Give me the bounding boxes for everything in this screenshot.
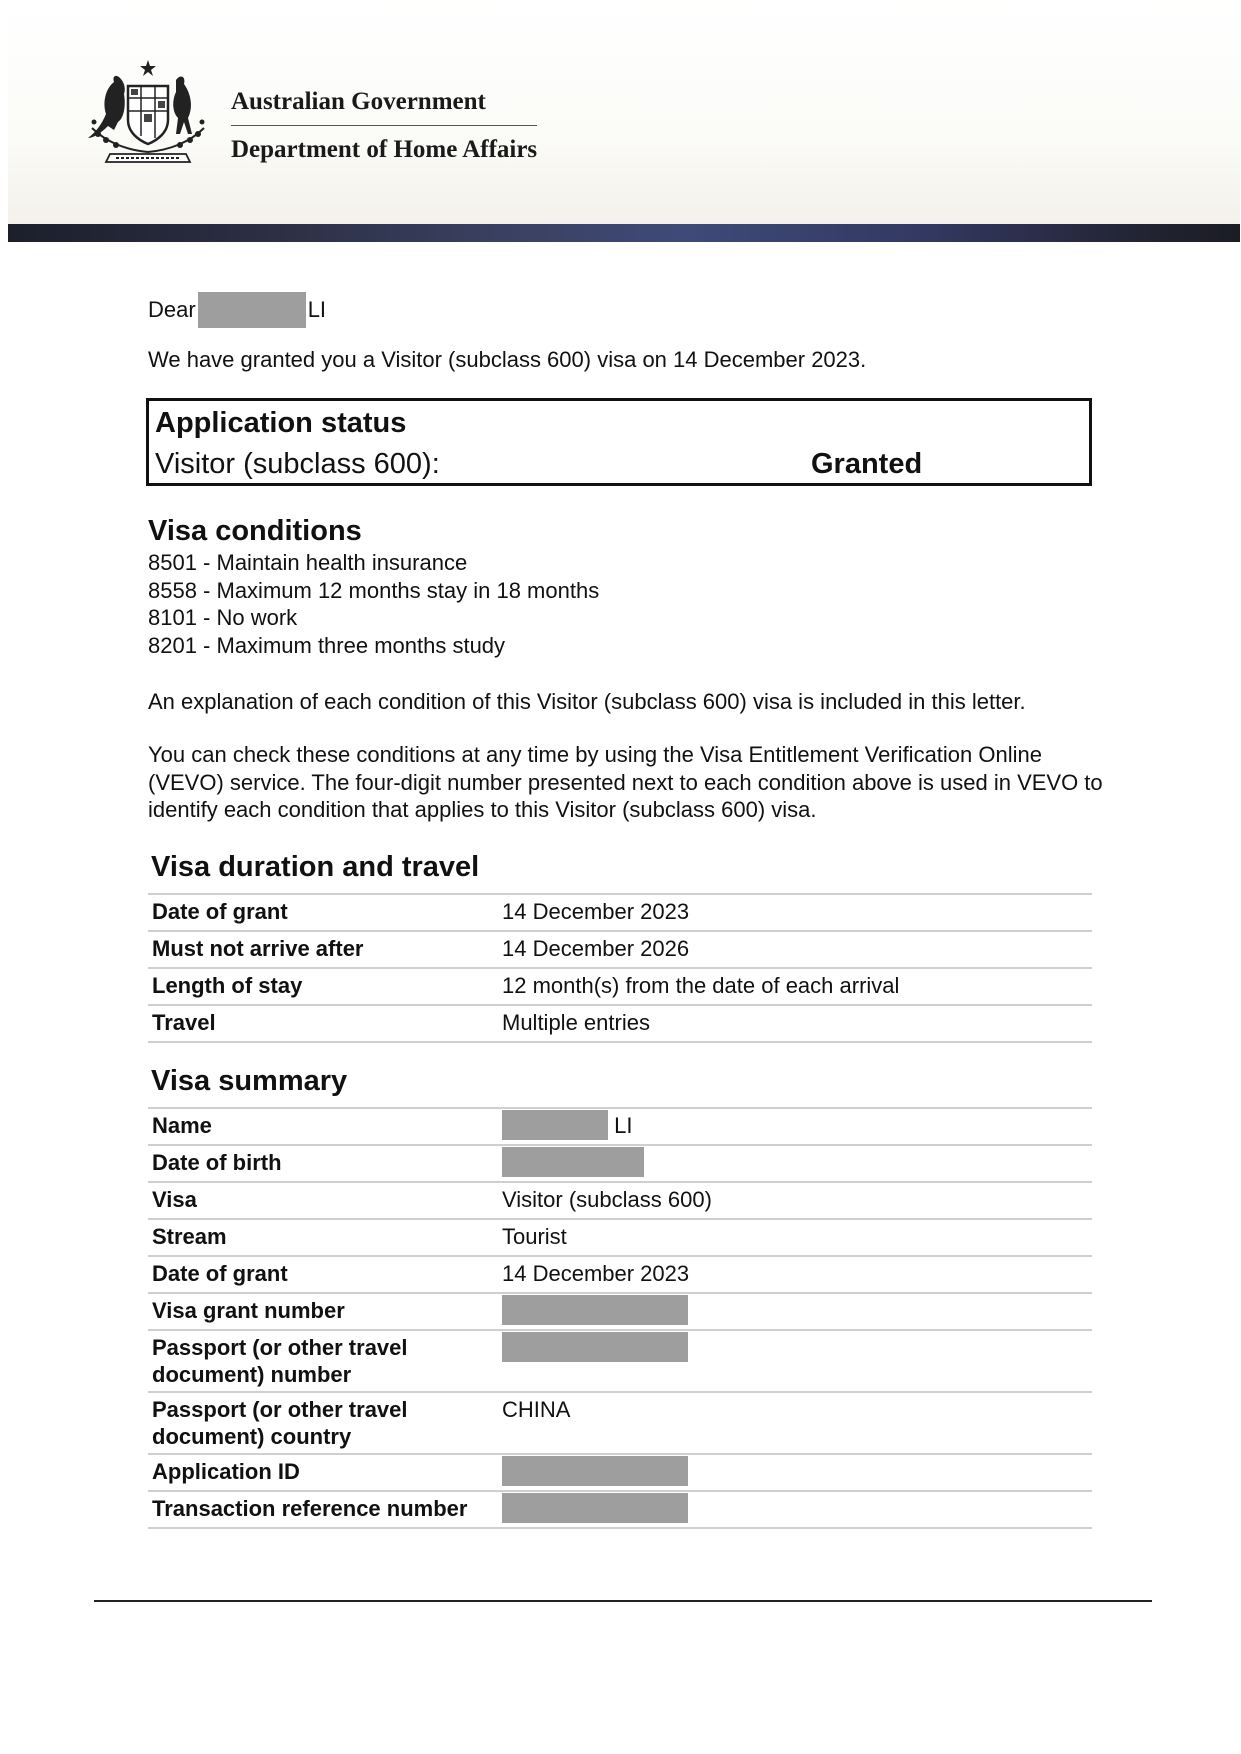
- table-row: [148, 968, 1092, 1005]
- table-row: [148, 1145, 1092, 1182]
- redacted-grant-number: [502, 1295, 688, 1325]
- table-row: [148, 931, 1092, 968]
- duration-label: Must not arrive after: [148, 931, 498, 968]
- duration-label: Length of stay: [148, 968, 498, 1005]
- application-status-value: Granted: [811, 448, 923, 480]
- redacted-given-name: [198, 292, 306, 328]
- summary-label-line: document) country: [152, 1424, 352, 1449]
- redacted-passport-number: [502, 1332, 688, 1362]
- government-name: Australian Government: [231, 88, 537, 126]
- summary-label: Visa grant number: [148, 1293, 498, 1330]
- duration-value: 14 December 2023: [498, 894, 1092, 931]
- condition-item: 8201 - Maximum three months study: [148, 632, 506, 658]
- summary-label-line: Passport (or other travel: [152, 1397, 408, 1422]
- summary-surname: LI: [614, 1113, 633, 1138]
- summary-label: Name: [148, 1108, 498, 1145]
- summary-value: 14 December 2023: [498, 1256, 1092, 1293]
- summary-value: [498, 1108, 1092, 1145]
- visa-duration-table: [148, 893, 1092, 1043]
- condition-item: 8101 - No work: [148, 605, 298, 630]
- header-band: [8, 224, 1240, 242]
- summary-value: Visitor (subclass 600): [498, 1182, 1092, 1219]
- visa-duration-title: Visa duration and travel: [151, 851, 480, 883]
- summary-value: [498, 1454, 1092, 1491]
- coat-of-arms-icon: [76, 58, 220, 168]
- table-row: [148, 1293, 1092, 1330]
- summary-value: [498, 1145, 1092, 1182]
- visa-conditions-list: [148, 549, 599, 659]
- visa-summary-table: [148, 1107, 1092, 1529]
- table-row: [148, 1392, 1092, 1454]
- table-row: [148, 1491, 1092, 1528]
- salutation-line: [148, 292, 326, 328]
- duration-value: Multiple entries: [498, 1005, 1092, 1042]
- salutation-surname: LI: [307, 297, 327, 322]
- application-status-visa: Visitor (subclass 600):: [155, 448, 440, 480]
- duration-value: 14 December 2026: [498, 931, 1092, 968]
- application-status-box: [146, 398, 1092, 486]
- vevo-paragraph: You can check these conditions at any time by using the Visa Entitlement Verification Online (VEVO) service. The four-digit number presented next to each condition above is used in VEVO to identify each condition that applies to this Visitor (subclass 600) visa.: [148, 742, 1103, 822]
- summary-label-line: document) number: [152, 1362, 352, 1387]
- table-row: [148, 1256, 1092, 1293]
- summary-value: Tourist: [498, 1219, 1092, 1256]
- visa-conditions-title: Visa conditions: [148, 515, 362, 547]
- table-row: [148, 1330, 1092, 1392]
- summary-value: [498, 1293, 1092, 1330]
- duration-label: Travel: [148, 1005, 498, 1042]
- condition-item: 8558 - Maximum 12 months stay in 18 months: [148, 577, 600, 603]
- table-row: [148, 1108, 1092, 1145]
- visa-summary-title: Visa summary: [151, 1065, 348, 1097]
- table-row: [148, 1454, 1092, 1491]
- summary-label: [148, 1330, 498, 1392]
- summary-label: Stream: [148, 1219, 498, 1256]
- summary-label-line: Passport (or other travel: [152, 1335, 408, 1360]
- table-row: [148, 1219, 1092, 1256]
- table-row: [148, 1005, 1092, 1042]
- summary-value: CHINA: [498, 1392, 1092, 1454]
- condition-item: 8501 - Maintain health insurance: [148, 550, 468, 575]
- redacted-application-id: [502, 1456, 688, 1486]
- grant-intro: We have granted you a Visitor (subclass 600) visa on 14 December 2023.: [148, 347, 867, 372]
- summary-label: [148, 1392, 498, 1454]
- summary-label: Transaction reference number: [148, 1491, 498, 1528]
- summary-value: [498, 1491, 1092, 1528]
- redacted-date-of-birth: [502, 1147, 644, 1177]
- conditions-explanation: An explanation of each condition of this Visitor (subclass 600) visa is included in this letter.: [148, 689, 1026, 714]
- table-row: [148, 894, 1092, 931]
- footer-divider: [94, 1600, 1152, 1602]
- summary-label: Visa: [148, 1182, 498, 1219]
- department-name: Department of Home Affairs: [231, 136, 538, 163]
- application-status-title: Application status: [155, 407, 407, 439]
- summary-label: Date of grant: [148, 1256, 498, 1293]
- duration-value: 12 month(s) from the date of each arrival: [498, 968, 1092, 1005]
- duration-label: Date of grant: [148, 894, 498, 931]
- table-row: [148, 1182, 1092, 1219]
- redacted-given-name: [502, 1110, 608, 1140]
- summary-value: [498, 1330, 1092, 1392]
- summary-label: Date of birth: [148, 1145, 498, 1182]
- summary-label: Application ID: [148, 1454, 498, 1491]
- redacted-transaction-reference: [502, 1493, 688, 1523]
- salutation: Dear: [148, 297, 196, 322]
